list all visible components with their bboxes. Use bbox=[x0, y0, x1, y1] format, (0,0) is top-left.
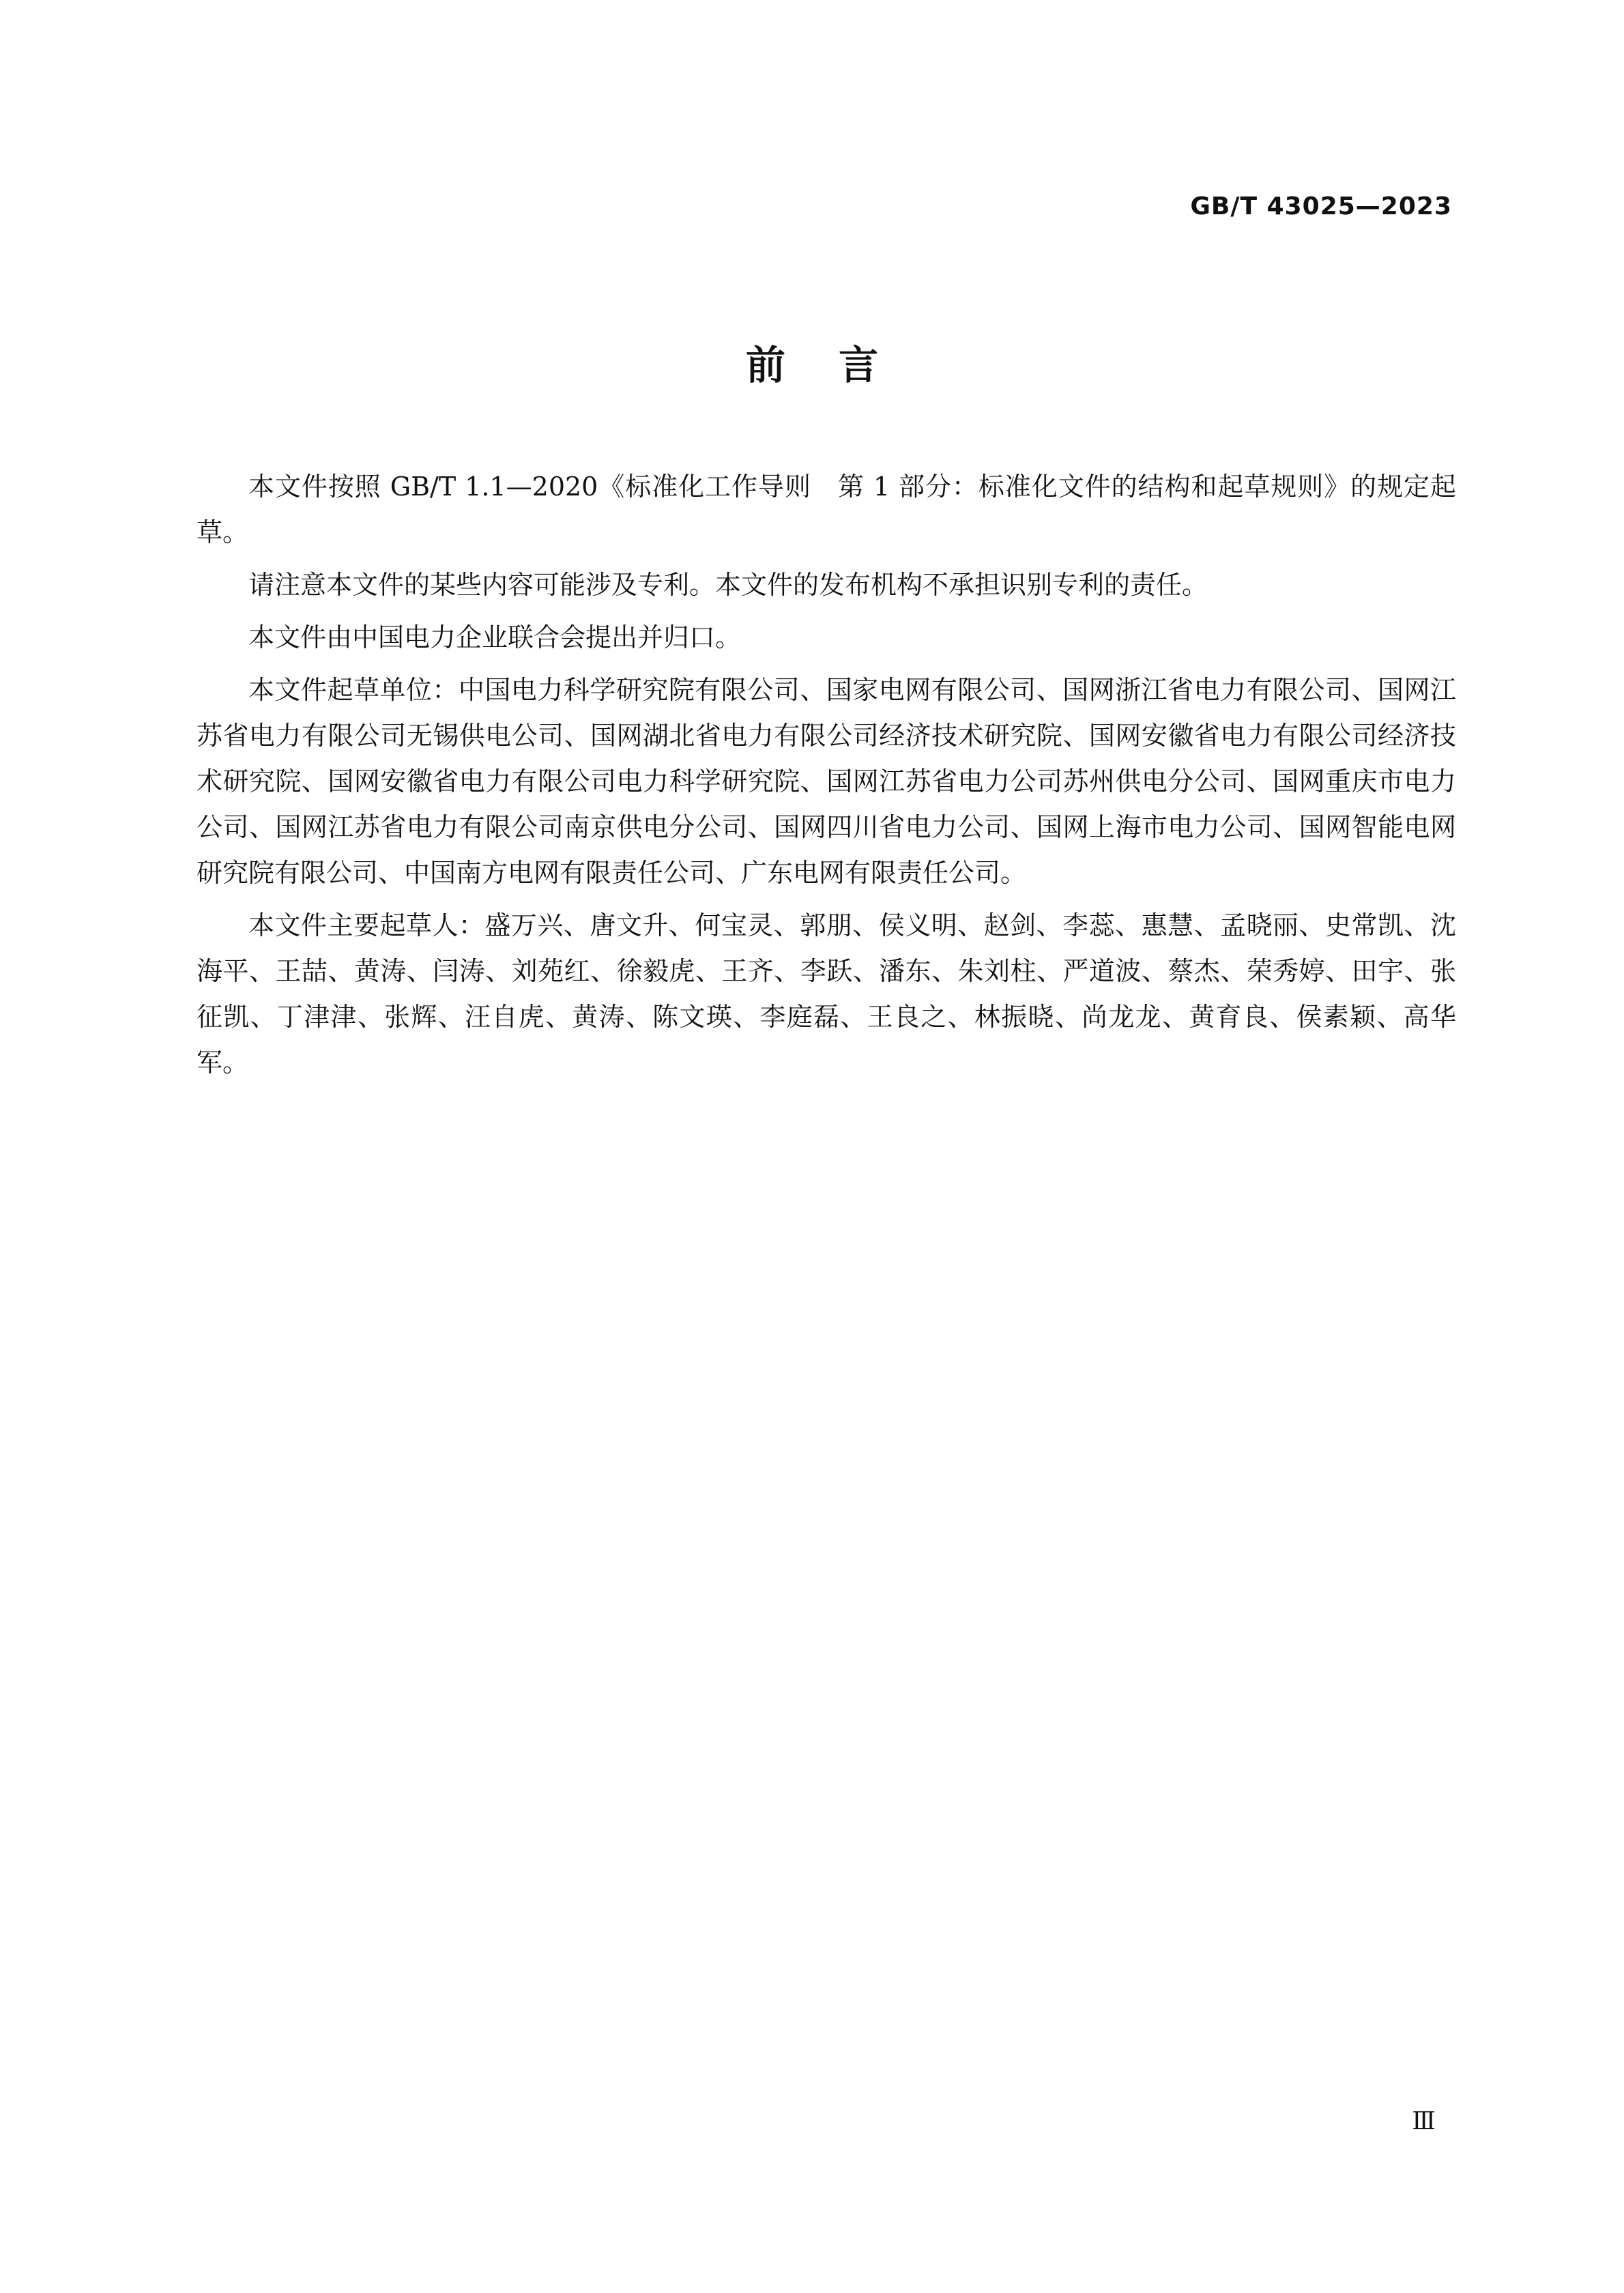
paragraph-drafters: 本文件主要起草人：盛万兴、唐文升、何宝灵、郭朋、侯义明、赵剑、李蕊、惠慧、孟晓丽、史常凯、沈海平、王喆、黄涛、闫涛、刘苑红、徐毅虎、王齐、李跃、潘东、朱刘柱、严道波、蔡杰、荣秀婷、田宇、张征凯、丁津津、张辉、汪自虎、黄涛、陈文瑛、李庭磊、王良之、林振晓、尚龙龙、黄育良、侯素颖、高华军。 bbox=[197, 910, 1456, 1078]
paragraph-patent-notice: 请注意本文件的某些内容可能涉及专利。本文件的发布机构不承担识别专利的责任。 bbox=[248, 570, 1208, 600]
paragraph-drafting-rules: 本文件按照 GB/T 1.1—2020《标准化工作导则 第 1 部分：标准化文件的结构和起草规则》的规定起草。 bbox=[197, 472, 1456, 547]
paragraph-drafting-units: 本文件起草单位：中国电力科学研究院有限公司、国家电网有限公司、国网浙江省电力有限公司、国网江苏省电力有限公司无锡供电公司、国网湖北省电力有限公司经济技术研究院、国网安徽省电力有限公司经济技术研究院、国网安徽省电力有限公司电力科学研究院、国网江苏省电力公司苏州供电分公司、国网重庆市电力公司、国网江苏省电力有限公司南京供电分公司、国网四川省电力公司、国网上海市电力公司、国网智能电网研究院有限公司、中国南方电网有限责任公司、广东电网有限责任公司。 bbox=[197, 675, 1456, 888]
page-number: Ⅲ bbox=[1412, 2107, 1436, 2135]
standard-number: GB/T 43025—2023 bbox=[1190, 192, 1452, 220]
paragraph-proposer: 本文件由中国电力企业联合会提出并归口。 bbox=[248, 622, 742, 652]
section-title: 前言 bbox=[745, 342, 931, 388]
foreword-body bbox=[197, 464, 1456, 1093]
